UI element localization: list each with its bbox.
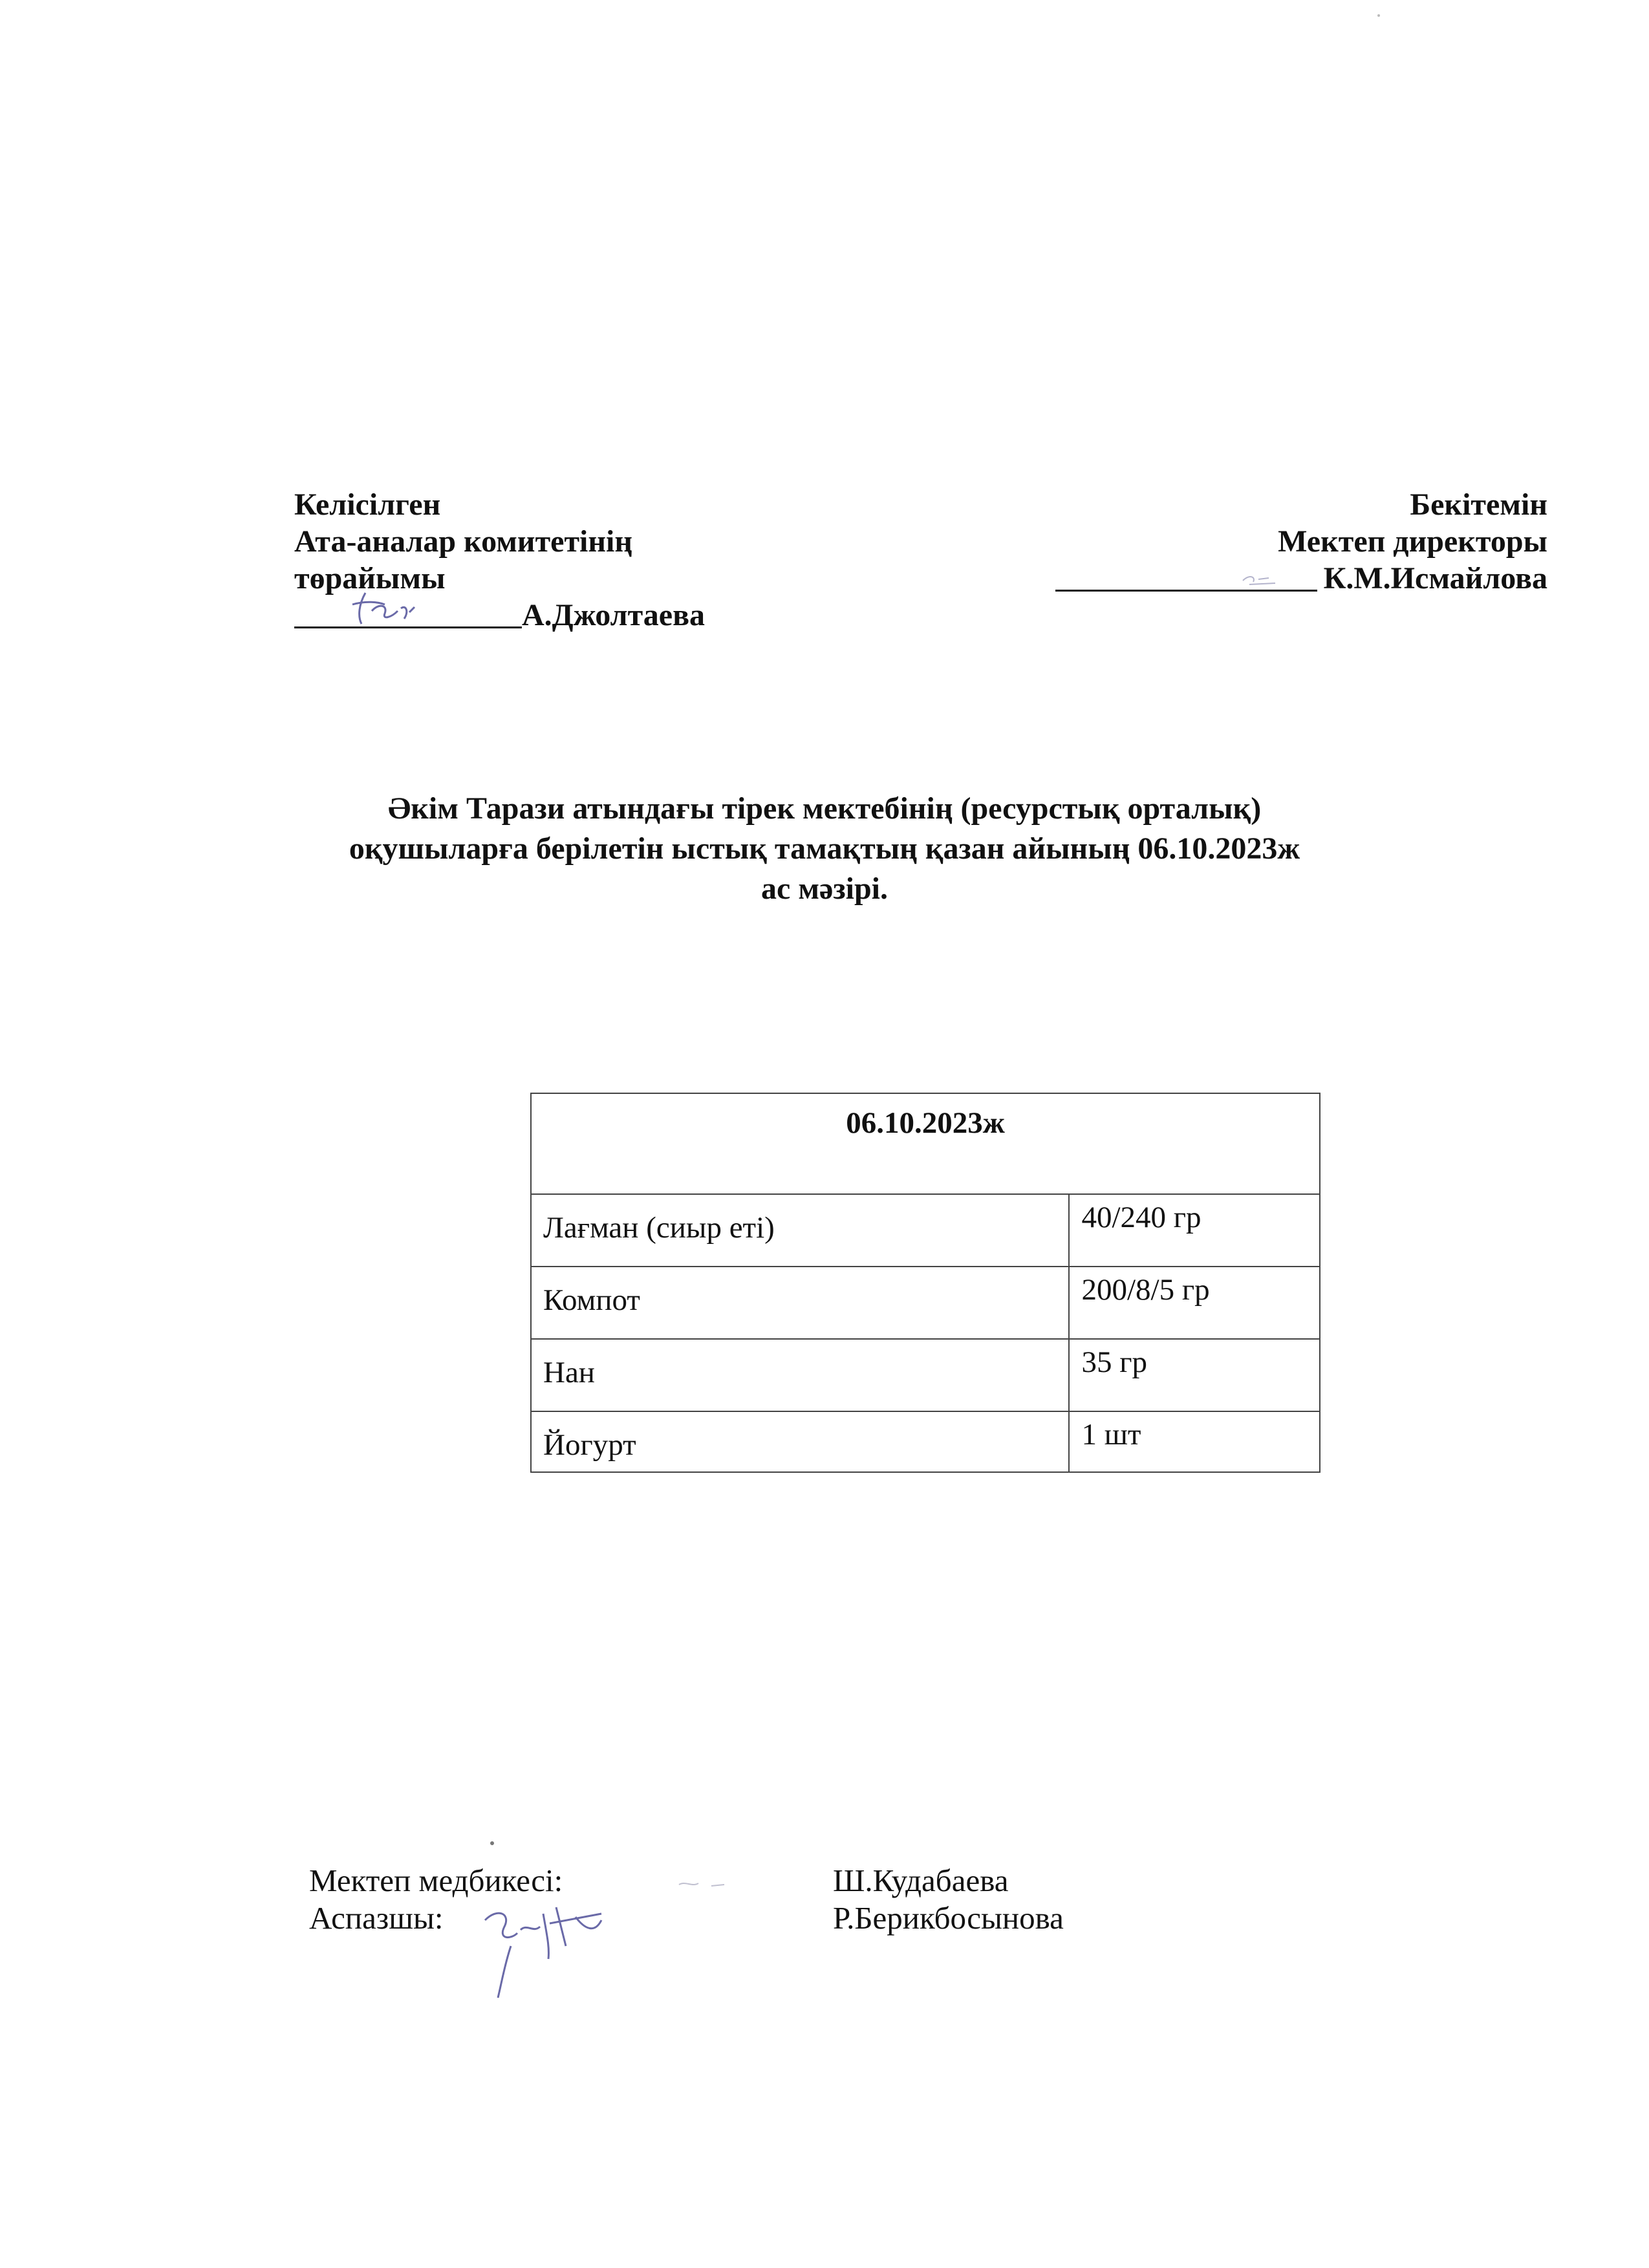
table-row	[531, 1339, 1320, 1411]
nurse-signature-icon	[673, 1872, 750, 1898]
cook-signature-icon	[472, 1894, 666, 2004]
menu-table	[530, 1093, 1320, 1473]
approval-right-block	[1055, 486, 1547, 597]
scan-speck	[490, 1841, 494, 1845]
title-line-1: Әкім Тарази атындағы тірек мектебінің (ресурстық орталық)	[387, 791, 1262, 826]
dish-name: Лағман (сиыр еті)	[531, 1194, 1069, 1267]
dish-quantity: 1 шт	[1069, 1411, 1320, 1472]
director-signature-icon	[1230, 561, 1333, 594]
approved-label: Бекітемін	[1410, 487, 1547, 522]
parents-committee-label: Ата-аналар комитетінің	[294, 524, 633, 559]
agreed-label: Келісілген	[294, 487, 441, 522]
table-row	[531, 1194, 1320, 1267]
cook-row	[309, 1899, 1064, 1937]
chair-signature-row	[294, 597, 705, 634]
table-row	[531, 1267, 1320, 1339]
menu-date-header: 06.10.2023ж	[531, 1093, 1320, 1194]
director-label: Мектеп директоры	[1278, 524, 1547, 559]
table-row	[531, 1411, 1320, 1472]
chairperson-label: төрайымы	[294, 561, 446, 595]
chair-name: А.Джолтаева	[522, 598, 705, 632]
menu-header-row	[531, 1093, 1320, 1194]
chair-signature-icon	[294, 585, 424, 630]
dish-name: Йогурт	[531, 1411, 1069, 1472]
director-name: К.М.Исмайлова	[1323, 561, 1547, 595]
director-signature-line	[1055, 564, 1317, 592]
director-signature-row	[1055, 560, 1547, 597]
dish-quantity: 35 гр	[1069, 1339, 1320, 1411]
title-line-2: оқушыларға берілетін ыстық тамақтың қазан айының 06.10.2023ж	[349, 831, 1300, 866]
scan-speck	[1377, 14, 1380, 17]
dish-quantity: 200/8/5 гр	[1069, 1267, 1320, 1339]
dish-name: Нан	[531, 1339, 1069, 1411]
nurse-name: Ш.Кудабаева	[833, 1863, 1009, 1898]
title-line-3: ас мәзірі.	[761, 872, 888, 906]
cook-role: Аспазшы:	[309, 1900, 444, 1936]
nurse-role: Мектеп медбикесі:	[309, 1863, 563, 1898]
document-title	[0, 789, 1649, 909]
chair-signature-line	[294, 601, 522, 628]
approval-left-block	[294, 486, 705, 634]
dish-name: Компот	[531, 1267, 1069, 1339]
dish-quantity: 40/240 гр	[1069, 1194, 1320, 1267]
cook-name: Р.Берикбосынова	[833, 1900, 1064, 1936]
